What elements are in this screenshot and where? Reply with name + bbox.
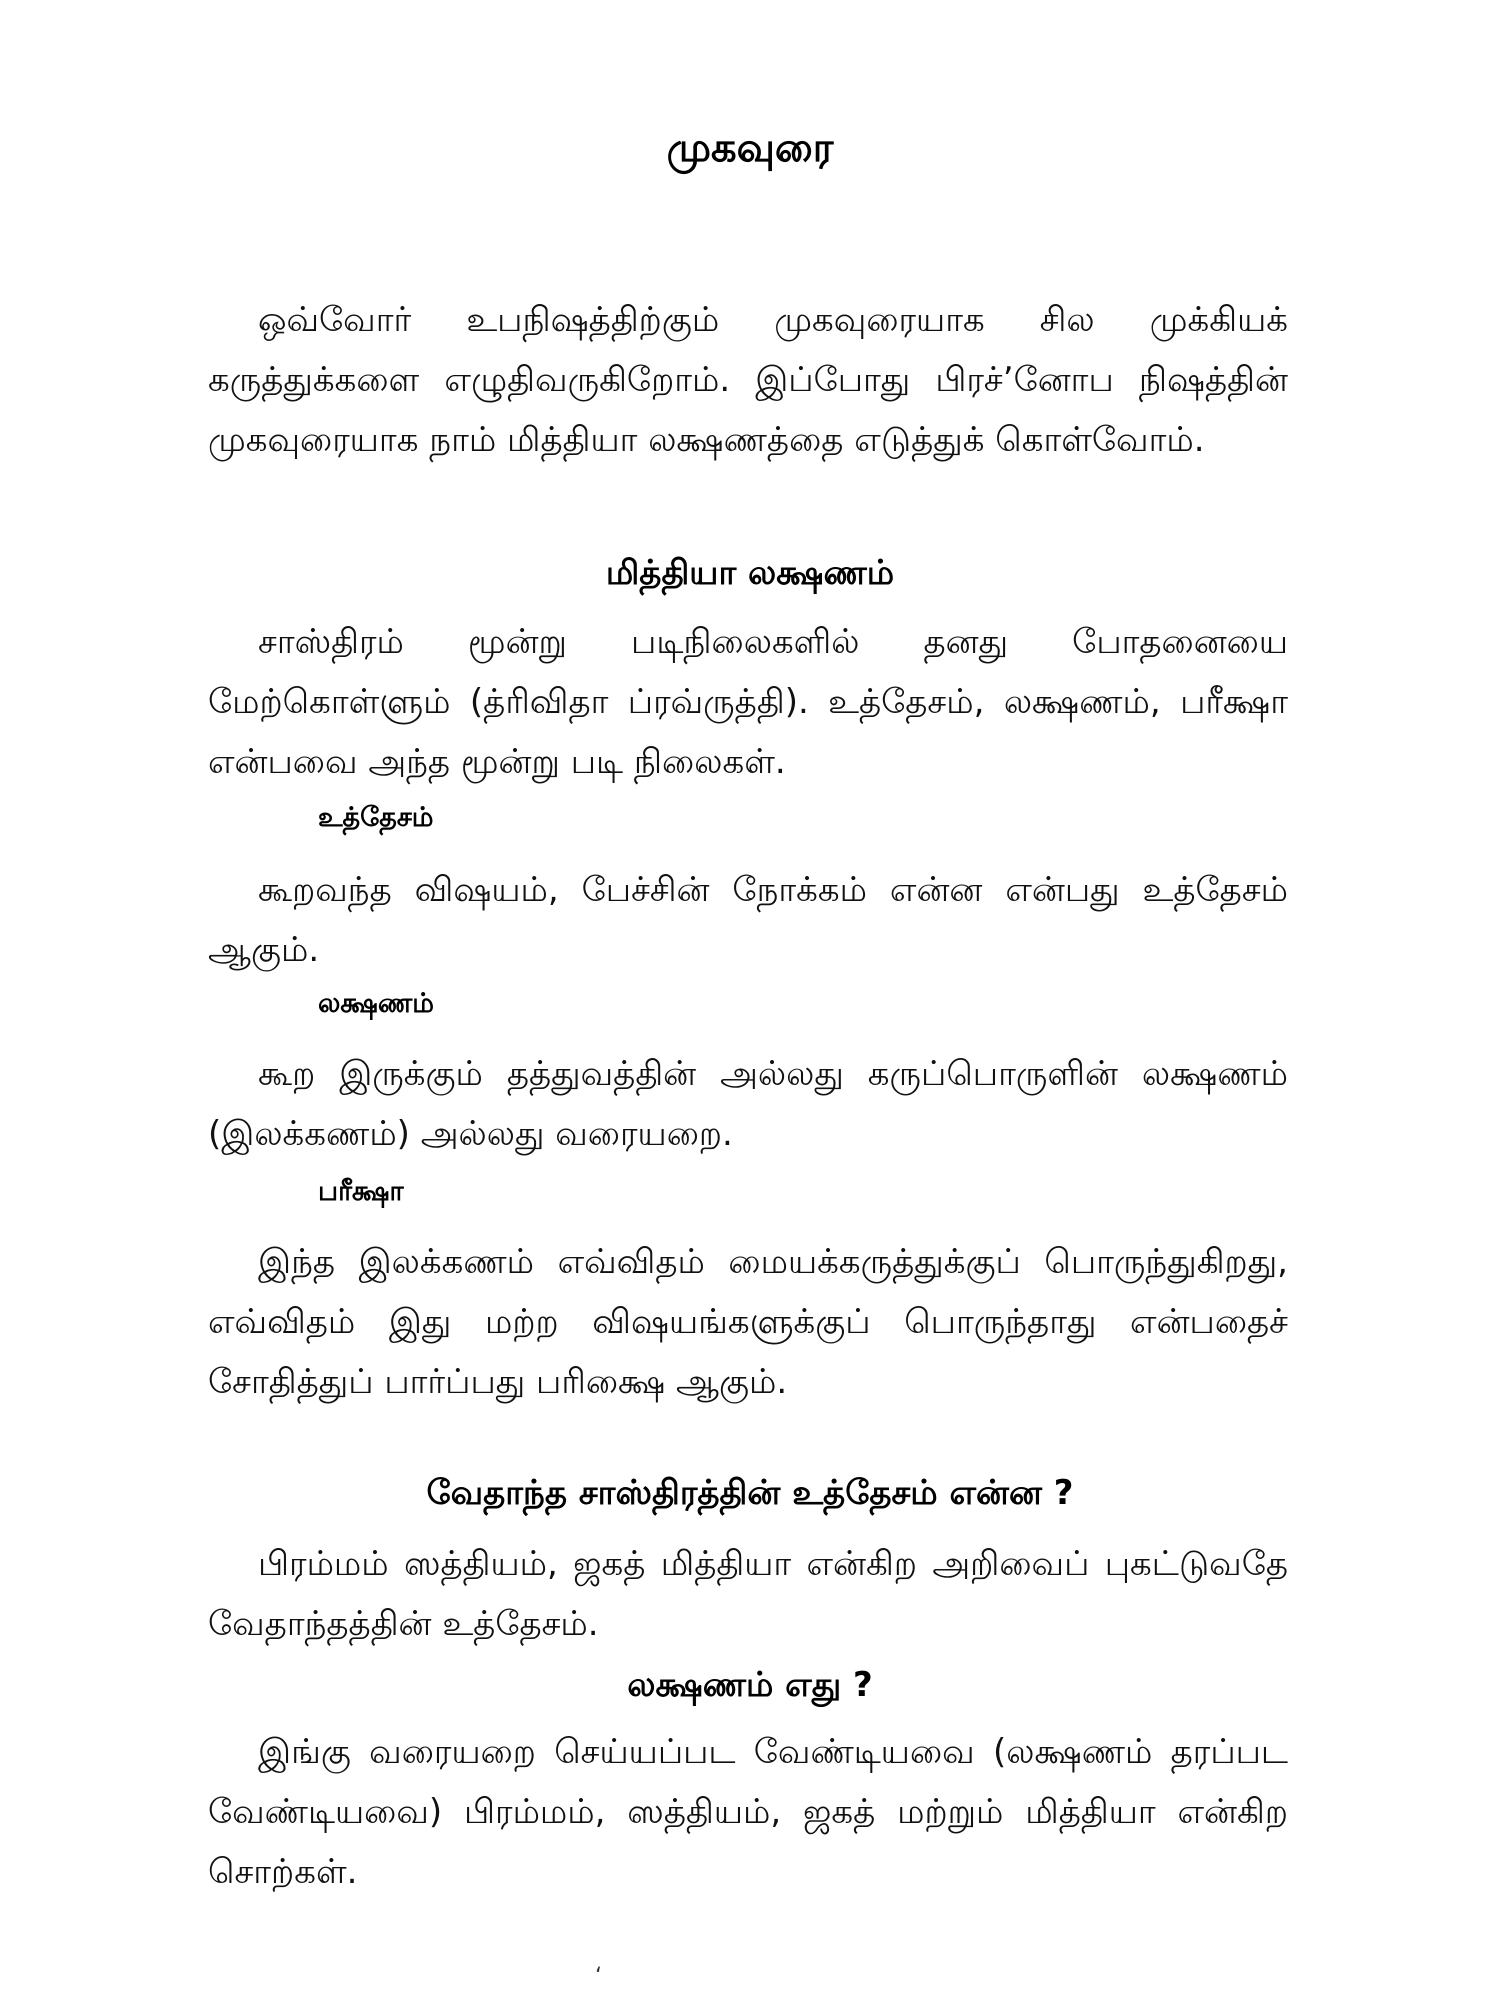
- paragraph-lakshanam-ethu: இங்கு வரையறை செய்யப்பட வேண்டியவை (லக்ஷணம் தரப்பட வேண்டியவை) பிரம்மம், ஸத்தியம், ஜகத் மற்றும் மித்தியா என்கிற சொற்கள்.: [208, 1732, 1288, 1892]
- paragraph-vedanta-uddesam: பிரம்மம் ஸத்தியம், ஜகத் மித்தியா என்கிற அறிவைப் புகட்டுவதே வேதாந்தத்தின் உத்தேசம்.: [208, 1544, 1288, 1644]
- page-footer-mark: ‘: [595, 1964, 602, 1989]
- section-heading-vedanta-uddesam: வேதாந்த சாஸ்திரத்தின் உத்தேசம் என்ன ?: [426, 1473, 1074, 1513]
- paragraph-uddesam: கூறவந்த விஷயம், பேச்சின் நோக்கம் என்ன என்பது உத்தேசம் ஆகும்.: [208, 870, 1288, 970]
- section-heading-mithya-lakshanam: மித்தியா லக்ஷணம்: [605, 553, 895, 593]
- subheading-pariksha: பரீக்ஷா: [318, 1176, 404, 1207]
- paragraph-lakshanam: கூற இருக்கும் தத்துவத்தின் அல்லது கருப்பொருளின் லக்ஷணம் (இலக்கணம்) அல்லது வரையறை.: [208, 1054, 1288, 1154]
- subheading-lakshanam: லக்ஷணம்: [318, 988, 435, 1019]
- section-paragraph-mithya-lakshanam: சாஸ்திரம் மூன்று படிநிலைகளில் தனது போதனையை மேற்கொள்ளும் (த்ரிவிதா ப்ரவ்ருத்தி). உத்தேசம், லக்ஷணம், பரீக்ஷா என்பவை அந்த மூன்று படி நிலைகள்.: [208, 622, 1288, 782]
- paragraph-pariksha: இந்த இலக்கணம் எவ்விதம் மையக்கருத்துக்குப் பொருந்துகிறது, எவ்விதம் இது மற்ற விஷயங்களுக்குப் பொருந்தாது என்பதைச் சோதித்துப் பார்ப்பது பரிக்ஷை ஆகும்.: [208, 1242, 1288, 1402]
- intro-paragraph: ஒவ்வோர் உபநிஷத்திற்கும் முகவுரையாக சில முக்கியக் கருத்துக்களை எழுதிவருகிறோம். இப்போது பிரச்’னோப நிஷத்தின் முகவுரையாக நாம் மித்தியா லக்ஷணத்தை எடுத்துக் கொள்வோம்.: [208, 300, 1288, 460]
- subheading-uddesam: உத்தேசம்: [318, 802, 434, 833]
- section-heading-lakshanam-ethu: லக்ஷணம் எது ?: [627, 1665, 873, 1705]
- page-title: முகவுரை: [666, 125, 834, 171]
